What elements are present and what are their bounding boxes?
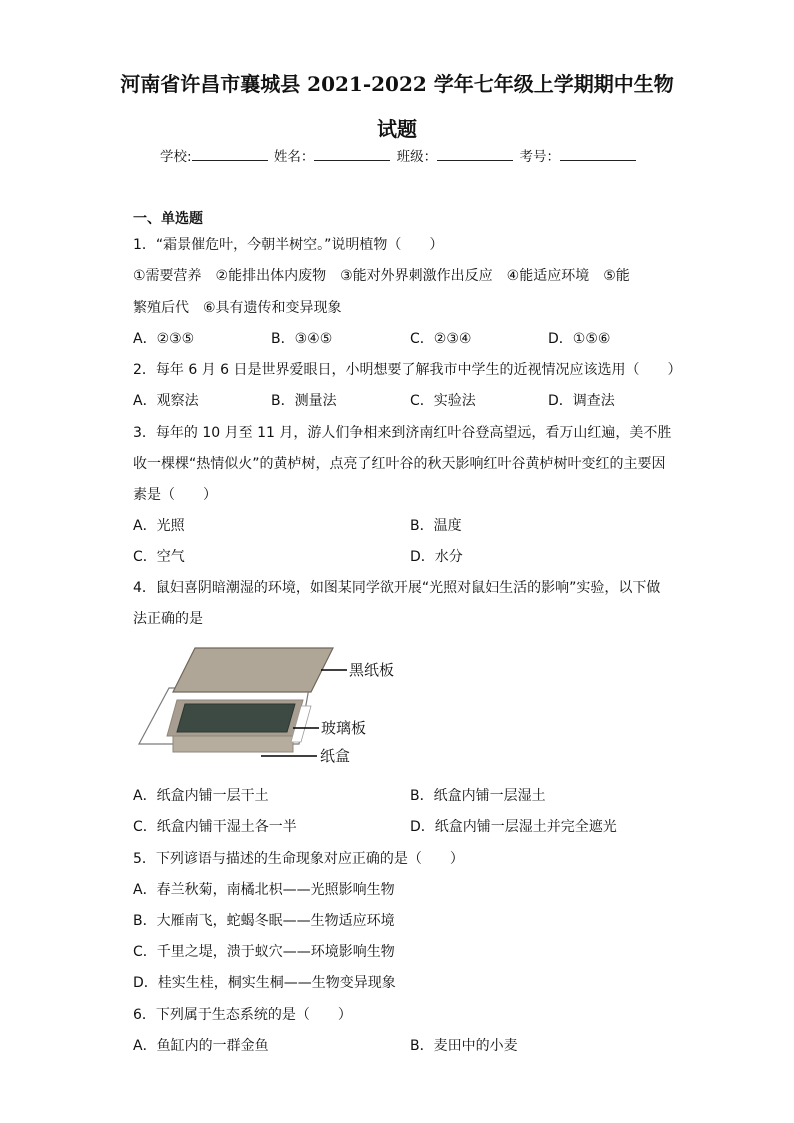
q2-option-c[interactable]: C．实验法 <box>410 393 476 409</box>
q2-stem: 2．每年 6 月 6 日是世界爱眼日，小明想要了解我市中学生的近视情况应该选用（ ） <box>133 362 682 378</box>
q5-option-b[interactable]: B．大雁南飞，蛇蝎冬眠——生物适应环境 <box>133 913 395 929</box>
class-blank[interactable] <box>437 146 513 161</box>
q1-items-line1: ①需要营养 ②能排出体内废物 ③能对外界刺激作出反应 ④能适应环境 ⑤能 <box>133 268 630 284</box>
q6-stem: 6．下列属于生态系统的是（ ） <box>133 1007 352 1023</box>
label-glass-plate: 玻璃板 <box>321 719 367 737</box>
school-label: 学校: <box>160 149 192 165</box>
exam-number-blank[interactable] <box>560 146 636 161</box>
q1-stem: 1．“霜景催危叶，今朝半树空。”说明植物（ ） <box>133 237 444 253</box>
q4-option-d[interactable]: D．纸盒内铺一层湿土并完全遮光 <box>410 819 617 835</box>
school-blank[interactable] <box>192 146 268 161</box>
q5-option-c[interactable]: C．千里之堤，溃于蚁穴——环境影响生物 <box>133 944 395 960</box>
q5-option-d[interactable]: D．桂实生桂，桐实生桐——生物变异现象 <box>133 975 396 991</box>
q1-items-line2: 繁殖后代 ⑥具有遗传和变异现象 <box>133 300 342 316</box>
q2-option-d[interactable]: D．调查法 <box>548 393 615 409</box>
label-paper-box: 纸盒 <box>320 747 351 765</box>
q3-option-c[interactable]: C．空气 <box>133 549 185 565</box>
q3-option-b[interactable]: B．温度 <box>410 518 462 534</box>
exam-title-line1: 河南省许昌市襄城县 2021-2022 学年七年级上学期期中生物 <box>120 72 674 96</box>
q3-stem-line1: 3．每年的 10 月至 11 月，游人们争相来到济南红叶谷登高望远，看万山红遍，美不胜 <box>133 425 672 441</box>
q1-option-d[interactable]: D．①⑤⑥ <box>548 331 611 347</box>
q1-option-c[interactable]: C．②③④ <box>410 331 472 347</box>
q3-stem-line3: 素是（ ） <box>133 487 217 503</box>
label-black-cardboard: 黑纸板 <box>349 661 395 679</box>
black-cardboard-shape <box>173 648 333 692</box>
q6-option-b[interactable]: B．麦田中的小麦 <box>410 1038 518 1054</box>
q4-option-b[interactable]: B．纸盒内铺一层湿土 <box>410 788 546 804</box>
experiment-diagram <box>133 640 433 772</box>
q3-stem-line2: 收一棵棵“热情似火”的黄栌树，点亮了红叶谷的秋天影响红叶谷黄栌树叶变红的主要因 <box>133 456 666 472</box>
box-interior-soil <box>177 704 295 732</box>
section-heading: 一、单选题 <box>133 211 203 227</box>
q4-option-a[interactable]: A．纸盒内铺一层干土 <box>133 788 269 804</box>
exam-number-label: 考号： <box>519 149 560 165</box>
q5-stem: 5．下列谚语与描述的生命现象对应正确的是（ ） <box>133 851 464 867</box>
q4-stem-line1: 4．鼠妇喜阴暗潮湿的环境，如图某同学欲开展“光照对鼠妇生活的影响”实验，以下做 <box>133 580 661 596</box>
q4-stem-line2: 法正确的是 <box>133 611 203 627</box>
q3-option-a[interactable]: A．光照 <box>133 518 185 534</box>
exam-title-line2: 试题 <box>377 117 417 141</box>
q6-option-a[interactable]: A．鱼缸内的一群金鱼 <box>133 1038 269 1054</box>
q1-option-a[interactable]: A．②③⑤ <box>133 331 195 347</box>
class-label: 班级： <box>396 149 438 165</box>
q2-option-b[interactable]: B．测量法 <box>271 393 337 409</box>
q4-option-c[interactable]: C．纸盒内铺干湿土各一半 <box>133 819 297 835</box>
name-blank[interactable] <box>314 146 390 161</box>
q1-option-b[interactable]: B．③④⑤ <box>271 331 333 347</box>
name-label: 姓名： <box>273 149 315 165</box>
experiment-diagram-svg <box>133 640 433 772</box>
q5-option-a[interactable]: A．春兰秋菊，南橘北枳——光照影响生物 <box>133 882 395 898</box>
student-info-row <box>160 145 638 165</box>
q3-option-d[interactable]: D．水分 <box>410 549 463 565</box>
q2-option-a[interactable]: A．观察法 <box>133 393 199 409</box>
